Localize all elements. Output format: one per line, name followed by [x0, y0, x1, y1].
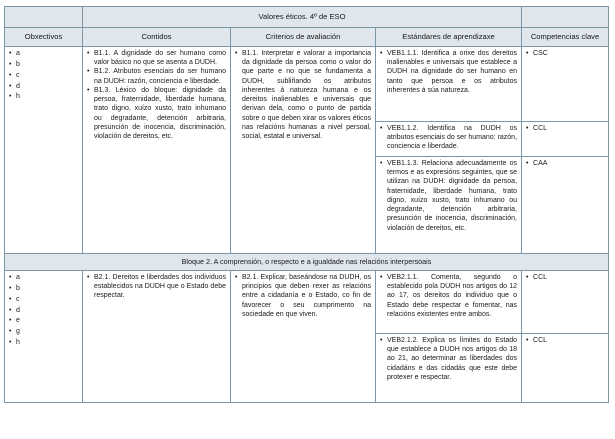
list-item: • B1.1. Interpretar e valorar a importancia da dignidade da persoa como o valor do que parte e no que se fundamenta a DUDH, subliñando os atributos inherentes á natureza humana e os dereitos inalienables e universais que derivan dela, como o punto de partida sobre o que deben xirar os valores éticos nas relacións humanas a nivel persoal, social, estatal e universal. — [235, 49, 371, 141]
block2-competencia-1 — [522, 271, 609, 334]
column-header-estandares: Estándares de aprendizaxe — [376, 28, 522, 47]
list-item: • CCL — [526, 273, 604, 282]
header-blank-cell — [522, 7, 609, 28]
block1-criterios — [231, 47, 376, 254]
list-item: • B2.1. Dereitos e liberdades dos individuos establecidos na DUDH que o Estado debe respectar. — [87, 273, 226, 301]
block2-criterios — [231, 271, 376, 403]
block1-competencia-1 — [522, 47, 609, 122]
list-item: • d — [9, 306, 78, 317]
column-header-criterios: Criterios de avaliación — [231, 28, 376, 47]
list-item: • c — [9, 295, 78, 306]
block2-competencia-2 — [522, 334, 609, 403]
column-header-contidos: Contidos — [83, 28, 231, 47]
list-item: • h — [9, 338, 78, 349]
list-item: • VEB1.1.2. Identifica na DUDH os atributos esenciais do ser humano: razón, conciencia e liberdade. — [380, 124, 517, 152]
block1-contidos — [83, 47, 231, 254]
list-item: • VEB2.1.2. Explica os límites do Estado que establece a DUDH nos artigos do 18 ao 21, ao determinar as liberdades dos cidadáns e das cidadás que este debe protexer e respectar. — [380, 336, 517, 382]
list-item: • h — [9, 92, 78, 103]
list-item: • CCL — [526, 124, 604, 133]
curriculum-table — [4, 6, 609, 403]
block2-obxectivos — [5, 271, 83, 403]
list-item: • CAA — [526, 159, 604, 168]
list-item: • b — [9, 60, 78, 71]
column-header-obxectivos: Obxectivos — [5, 28, 83, 47]
list-item: • B1.2. Atributos esenciais do ser humano na DUDH: razón, conciencia e liberdade. — [87, 67, 226, 85]
list-item: • CSC — [526, 49, 604, 58]
list-item: • VEB1.1.1. Identifica a orixe dos dereitos inalienables e universais que establece a DUDH na dignidade do ser humano en tanto que persoa e os atributos inherentes á súa natureza. — [380, 49, 517, 95]
block1-obxectivos — [5, 47, 83, 254]
list-item: • g — [9, 327, 78, 338]
block1-estandar-3 — [376, 157, 522, 254]
list-item: • d — [9, 82, 78, 93]
list-item: • B2.1. Explicar, baseándose na DUDH, os principios que deben rexer as relacións entre a cidadanía e o Estado, co fin de favorecer o seu cumprimento na sociedade en que viven. — [235, 273, 371, 319]
list-item: • a — [9, 49, 78, 60]
block2-estandar-2 — [376, 334, 522, 403]
column-header-competencias: Competencias clave — [522, 28, 609, 47]
block1-estandar-2 — [376, 122, 522, 157]
list-item: • c — [9, 71, 78, 82]
block2-estandar-1 — [376, 271, 522, 334]
list-item: • a — [9, 273, 78, 284]
block2-title: Bloque 2. A comprensión, o respecto e a igualdade nas relacións interpersoais — [5, 254, 609, 271]
list-item: • e — [9, 316, 78, 327]
block1-competencia-3 — [522, 157, 609, 254]
block2-contidos — [83, 271, 231, 403]
list-item: • b — [9, 284, 78, 295]
list-item: • B1.1. A dignidade do ser humano como valor básico no que se asenta a DUDH. — [87, 49, 226, 67]
list-item: • CCL — [526, 336, 604, 345]
list-item: • B1.3. Léxico do bloque: dignidade da persoa, fraternidade, liberdade humana, trato digno, xuízo xusto, trato inhumano ou degradante, detención arbitraria, presunción de inocencia, discriminación, violación de dereitos, etc. — [87, 86, 226, 141]
table-title: Valores éticos. 4º de ESO — [83, 7, 522, 28]
list-item: • VEB2.1.1. Comenta, segundo o establecido pola DUDH nos artigos do 12 ao 17, os dereitos do individuo que o Estado debe respectar e fomentar, nas relacións existentes entre ambos. — [380, 273, 517, 319]
list-item: • VEB1.1.3. Relaciona adecuadamente os termos e as expresións seguintes, que se utilizan na DUDH: dignidade da persoa, fraternidade, liberdade humana, trato digno, xuízo xusto, trato inhumano ou degradante, detención arbitraria, presunción de inocencia, discriminación, violación de dereitos, etc. — [380, 159, 517, 233]
header-blank-cell — [5, 7, 83, 28]
block1-competencia-2 — [522, 122, 609, 157]
block1-estandar-1 — [376, 47, 522, 122]
